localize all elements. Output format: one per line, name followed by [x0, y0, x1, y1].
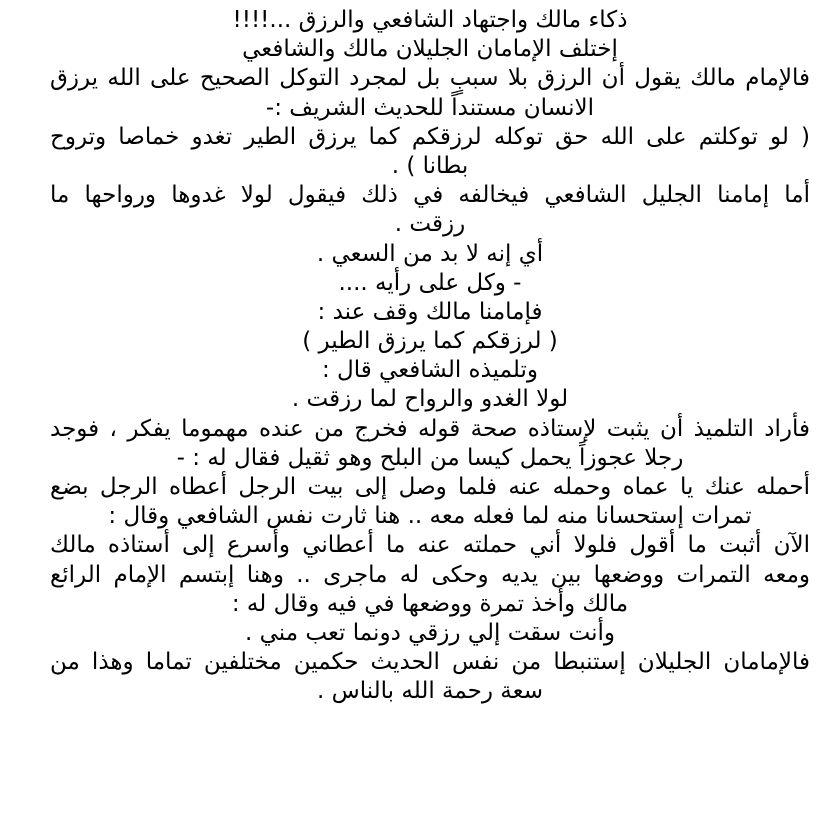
- text-line: سعة رحمة الله بالناس .: [317, 678, 543, 705]
- article-text: [50, 6, 810, 707]
- text-line: فإمامنا مالك وقف عند :: [317, 298, 543, 325]
- text-line: ذكاء مالك واجتهاد الشافعي والرزق ...!!!!: [232, 7, 628, 33]
- text-line: فالإمامان الجليلان إستنبطا من نفس الحديث حكمين مختلفين تماما وهذا من: [50, 649, 810, 676]
- text-line: ومعه التمرات ووضعها بين يديه وحكى له ماجرى .. وهنا إبتسم الإمام الرائع: [50, 561, 810, 588]
- text-line: الآن أثبت ما أقول فلولا أني حملته عنه ما أعطاني وأسرع إلى أستاذه مالك: [50, 532, 810, 559]
- text-line: أما إمامنا الجليل الشافعي فيخالفه في ذلك فيقول لولا غدوها ورواحها ما: [50, 182, 810, 209]
- text-line: فأراد التلميذ أن يثبت لإستاذه صحة قوله فخرج من عنده مهموما يفكر ، فوجد: [50, 415, 810, 442]
- text-line: وأنت سقت إلي رزقي دونما تعب مني .: [245, 619, 615, 646]
- text-line: أحمله عنك يا عماه وحمله عنه فلما وصل إلى بيت الرجل أعطاه الرجل بضع: [50, 474, 810, 500]
- text-line: رجلا عجوزاً يحمل كيسا من البلح وهو ثقيل فقال له : -: [176, 444, 684, 471]
- text-line: فالإمام مالك يقول أن الرزق بلا سببٍ بل لمجرد التوكل الصحيح على الله يرزق: [50, 65, 810, 92]
- text-line: الانسان مستنداً للحديث الشريف :-: [265, 94, 595, 121]
- text-line: وتلميذه الشافعي قال :: [321, 357, 539, 384]
- text-line: ( لو توكلتم على الله حق توكله لرزقكم كما يرزق الطير تغدو خماصا وتروح: [50, 123, 810, 150]
- text-line: لولا الغدو والرواح لما رزقت .: [291, 386, 569, 413]
- text-line: تمرات إستحسانا منه لما فعله معه .. هنا ثارت نفس الشافعي وقال :: [108, 503, 752, 530]
- text-line: أي إنه لا بد من السعي .: [316, 240, 544, 267]
- text-line: إختلف الإمامان الجليلان مالك والشافعي: [242, 36, 618, 63]
- text-line: ( لرزقكم كما يرزق الطير ): [302, 328, 558, 355]
- text-line: مالك وأخذ تمرة ووضعها في فيه وقال له :: [231, 590, 629, 617]
- text-line: رزقت .: [394, 211, 466, 238]
- text-line: - وكل على رأيه ....: [338, 269, 522, 296]
- text-line: بطانا ) .: [391, 152, 469, 179]
